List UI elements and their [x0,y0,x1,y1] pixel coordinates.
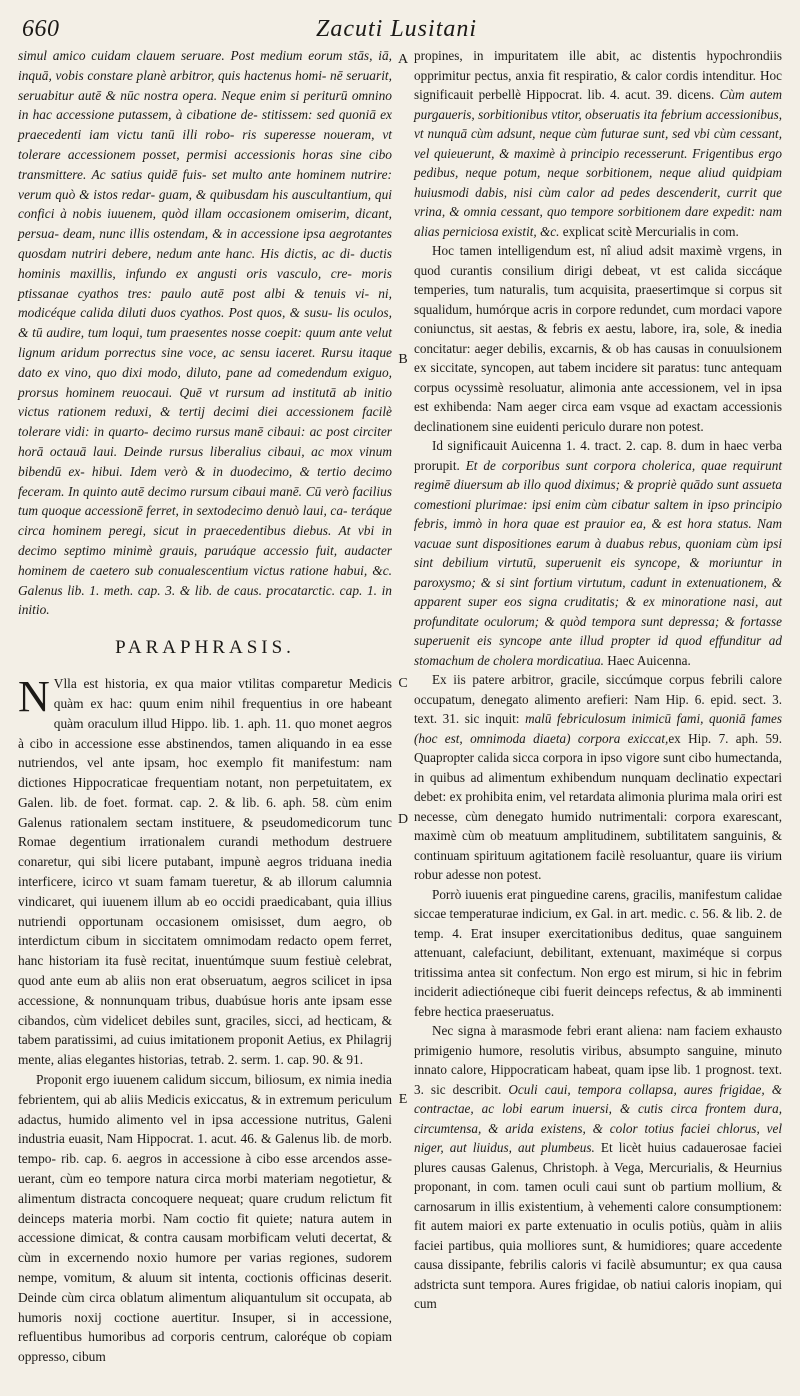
right-p6-end: Et licèt huius cadauerosae faciei plures causas Galenus, Christoph. à Vega, Mercurialis, & Heurnius proponant, in com. tamen oculi caui sunt ob partium mollium, & carnosarum in illis existentium, à vehementi calore consumptionem: fit autem maiori ex parte extenuatio in oculis potiùs, quàm in aliis faciei partibus, quia molliores sunt, & humidiores; quare accedente causa dissipante, febrilis caloris vi facilè absumuntur; ex qua causa adstricta sunt tempora. Aures frigidae, ob natiui caloris inopiam, qui cum [414,1140,783,1311]
right-p1-quote: Cùm autem purgaueris, sorbitionibus vtitor, obseruatis ita febrium accessionibus, vt nunquā cùm adsunt, neque cùm futurae sunt, sed vbi cùm cessant, vel quieuerunt, & maximè à principio recesserunt. Frigentibus ergo pedibus, neque potum, neque sorbitionem, neque aliud quidpiam huiusmodi dabis, nisi cùm calor ad pedes descenderit, currit que vrina, & omnia cessant, quo tempore sorbitionem dare expedit: nam alias perniciosa existit, &c. [414,87,782,239]
right-paragraph-2: Hoc tamen intelligendum est, nî aliud adsit maximè vrgens, in quod curantis consilium dirigi debeat, vt est calida siccáque temperies, tum naturalis, tum acquisita, praesertimque si corpus sit squalidum, humórque acris in corpore redundet, cum mordaci vapore coniunctus, sit aestas, & febris ex aestu, labore, ira, sole, & inedia concitatur: aeger debilis, excarnis, & ob has causas in conuulsionem ex siccitate, syncopen, aut tabem incidere sit paratus: tunc antequam corpus ocyssimè resoluatur, alimonia ante accessionem, vel in ipsa est exhibenda: Nam aeger circa eam vsque ad exactam accessionis declinationem sine euidenti periculo durare non potest. [414,243,782,434]
right-p4-quote: malū febriculosum inimicū fami, quoniā fames (hoc est, omnimoda diaeta) corpora exiccat, [414,711,782,746]
right-p3-end: Haec Auicenna. [607,652,691,668]
right-paragraph-3 [414,436,782,670]
left-paragraph-3: Proponit ergo iuuenem calidum siccum, biliosum, ex nimia inedia febrientem, qui ab aliis Medicis exiccatus, & in extremum periculum adactus, humido alimento vel in ipsa accessione nutritus, Galeni industria euasit, Nam Hippocrat. 1. acut. 46. & Galenus lib. de morb. tempo- rib. cap. 6. aegros in accessione à cibo esse arcendos asse- uerant, cùm eo tempore natura circa morbi materiam negotietur, & alimentum distracta concoquere nequeat; quare crudum relictum fit deinceps materia morbi. Nam coctio fit quiete; natura autem in accessione dimicat, & contra causam morbificam veluti decertat, & cùm in excernendo noxio humore per varias regiones, sudorem nempe, vomitum, & aluum sit intenta, coctionis officinas deserit. Deinde cùm circa oblatum alimentum aliquantulum sit occupata, ab humoris noxij coctione auertitur. Insuper, si in accessione, refluentibus humoribus ad corporis centrum, caloréque ob copiam oppresso, cibum [18,1072,392,1365]
page-header [0,16,800,46]
right-p1-end: explicat scitè Mercurialis in com. [562,223,739,239]
drop-cap: N [18,672,50,722]
right-p6-text: Nec signa à marasmode febri erant aliena: nam faciem exhausto primigenio humore, resolutis viribus, absumpto sanguine, minuto innato calore, Hippocraticam habeat, quam ipse lib. 1 prognost. text. 3. sic describit. [414,1023,782,1097]
right-p4-end: ex Hip. 7. aph. 59. Quapropter calida sicca corpora in ipso vigore sunt cibo humectanda, in quibus ad alimentum exhibendum nunquam declinatio expectari debet: ex prohibita enim, vel retardata alimonia plurima mala oriri est necesse, cùm denegato humido nutrimentali: corpora exarescant, maximè cùm ob meatuum amplitudinem, subtilitatem sanguinis, & continuam spirituum agitationem facilè resoluantur, quare iis virium robur adesse non potest. [414,730,782,882]
right-p6-quote: Oculi caui, tempora collapsa, aures frigidae, & contractae, ac lobi earum inuersi, & cutis circa frontem dura, circumtensa, & arida existens, & color totius faciei chlorus, vel niger, aut liuidus, aut plumbeus. [414,1081,783,1155]
left-column [18,46,392,1367]
section-heading: PARAPHRASIS. [115,637,295,659]
right-paragraph-6 [414,1021,782,1314]
running-title: Zacuti Lusitani [316,16,478,42]
left-paragraph-2 [18,674,392,1070]
right-paragraph-1 [414,46,782,241]
right-p3-quote: Et de corporibus sunt corpora cholerica, quae requirunt regimē diuersum ab illo quod diximus; & propriè quādo sunt assueta comestioni plurimae: ipsi enim cùm cibatur saltem in ipso principio febris, immò in hora quae est prauior ea, & est hora status. Nam vacuae sunt dispositiones earum à duabus rebus, quoniam cùm ipsi sint debilium virtutū, superuenit eis syncope, & moriuntur in paroxysmo; & si sint fortium virtutum, cadunt in extenuationem, & apparent super eos signa cruditatis; & ex minoratione nasi, aut profunditate oculorum; & quòd tempora sunt depressa; & fortasse superuenit eis syncope ante illud propter id quod effunditur ad stomachum de cholera mordicatiua. [414,457,782,668]
left-paragraph-2-text: Vlla est historia, ex qua maior vtilitas comparetur Medicis quàm ex hac: quum enim nihil frequentius in ore habeant quàm oraculum illud Hippo. lib. 1. aph. 11. quo monet aegros à cibo in accessione esse abstinendos, tamen aliquando in ea esse nutriendos, vel ante ipsam, hoc exemplo fit manifestum: nam dictiones Hippocraticae frequentiam notant, non perpetuitatem, ex Galen. lib. de foet. format. cap. 2. & lib. 6. aph. 58. cùm enim Galenus rationalem sectam instituere, & pseudomedicorum tunc Romae degentium irrationalem curandi methodum destruere conaretur, qui sibi licere putabant, impunè aegros triduana inedia interficere, icirco vt suam famam tueretur, & ab illorum calumnia vindicaret, qui iuuenem illum ab eo occidi praedicabant, quia illius nutriendi opportunam occasionem omisisset, dum aegro, ob interdictum cibum in siccitatem omnimodam redacto opem ferret, hanc historiam ita fusè recitat, inuentúmque suum festiuè celebrat, quod ante eum ab aliis non erat obseruatum, aegros scilicet in ipsa accessione, & nonnunquam tribus, duabúsue horis ante ipsam esse cibandos, cùm videlicet debiles sunt, graciles, sicci, ad hecticam, & tabem paratissimi, ad cuius imitationem proponit Aetius, ex Philagrij mente, alias elegantes historias, tetrab. 2. serm. 1. cap. 90. & 91. [18,676,392,1068]
left-paragraph-1: simul amico cuidam clauem seruare. Post medium eorum stās, iā, inquā, vobis constare planè arbitror, quis hactenus homi- nē seruarit, seruabitur autē & nūc nostra opera. Neque enim si periturū omnino in hac accessione putassem, à cibatione de- stitissem: sed quoniā ex praecedenti iam victu tanū illi robo- ris superesse noueram, vt tolerare accessionem posset, permisi accessionis horas sine cibo transmittere. Ac satius quidē fuis- set multo ante hominem nutrire: verum quò & istos redar- guam, & quibusdam his auscultantium, qui confici à nobis iuuenem, quòd illam occasionem omiserim, dicant, persua- deam, nunc illis ostendam, & in accessione ipsa aegrotantes quosdam nutriri debere, nedum ante hanc. His dictis, ac di- ductis hominis maxillis, infundo ex angusti oris vasculo, cre- moris ptissanae cyathos tres: paulo autē post albi & tenuis vi- ni, modicéque calida diluti duos cyathos. Post quos, & susu- lis oculos, & tū audire, tum loqui, tum praesentes nosse coepit: quum ante velut lignum aridum porrectus sine voce, ac sensu iaceret. Rursu itaque dato ex vino, quo dixi modo, diluto, pane ad comedendum exiguo, prorsus hominem reuocaui. Quē vt rursum ad institutā ab initio victus rationem reduxi, & tertij decimi diei accessionem facilè tolerare vidi: in quarto- decimo rursus manē cibaui: ac post circiter horā octauā laui. Deinde rursus liberalius cibaui, ac mox vinum bibendū ex- hibui. Idem verò & in duodecimo, & tertio decimo feceram. In quinto autē decimo rursum cibaui manē. Cū verò facilius tum quoque accessionē ferret, in sextodecimo denuò laui, ca- teráque circa hominem peregi, sicut in praecedentibus diebus. At vbi in decimo septimo minimè grauis, paruáque accessio fuit, audacter hominem de caetero sub conualescentium victus ratione habui, &c. Galenus lib. 1. meth. cap. 3. & lib. de caus. procatarctic. cap. 1. in initio. [18,48,392,618]
margin-letter-c: C [398,676,408,691]
right-paragraph-4 [414,670,782,885]
right-p4-text: Ex iis patere arbitror, gracile, siccúmque corpus febrili calore occupatum, denegato alimento arefieri: Nam Hip. 6. epid. sect. 3. text. 31. sic inquit: [414,672,782,726]
right-p1-text: propines, in impuritatem ille abit, ac distentis hypochrondiis opprimitur pectus, anxia fit respiratio, & calor cordis intenditur. Hoc significauit perbellè Hippocrat. lib. 4. acut. 39. dicens. [414,48,782,102]
right-paragraph-5: Porrò iuuenis erat pinguedine carens, gracilis, manifestum calidae siccae temperaturae indicium, ex Gal. in art. medic. c. 56. & lib. 2. de temp. 4. Erat insuper exercitationibus deditus, quae sanguinem attenuant, calefaciunt, debilitant, extenuant, maximéque si corpus tritissima antea sit confectum. Non ergo est mirum, si hic in febrim inciderit adiectióneque cibi fuerit deinceps refectus, & ab imminenti febre hectica praeseruatus. [414,886,782,1019]
margin-letter-b: B [398,352,408,367]
page-number: 660 [22,16,60,42]
margin-letter-e: E [398,1092,408,1107]
margin-letter-a: A [397,52,409,67]
margin-letter-d: D [397,812,409,827]
right-column [414,46,782,1314]
right-p3-text: Id significauit Auicenna 1. 4. tract. 2. cap. 8. dum in haec verba prorupit. [414,438,782,473]
